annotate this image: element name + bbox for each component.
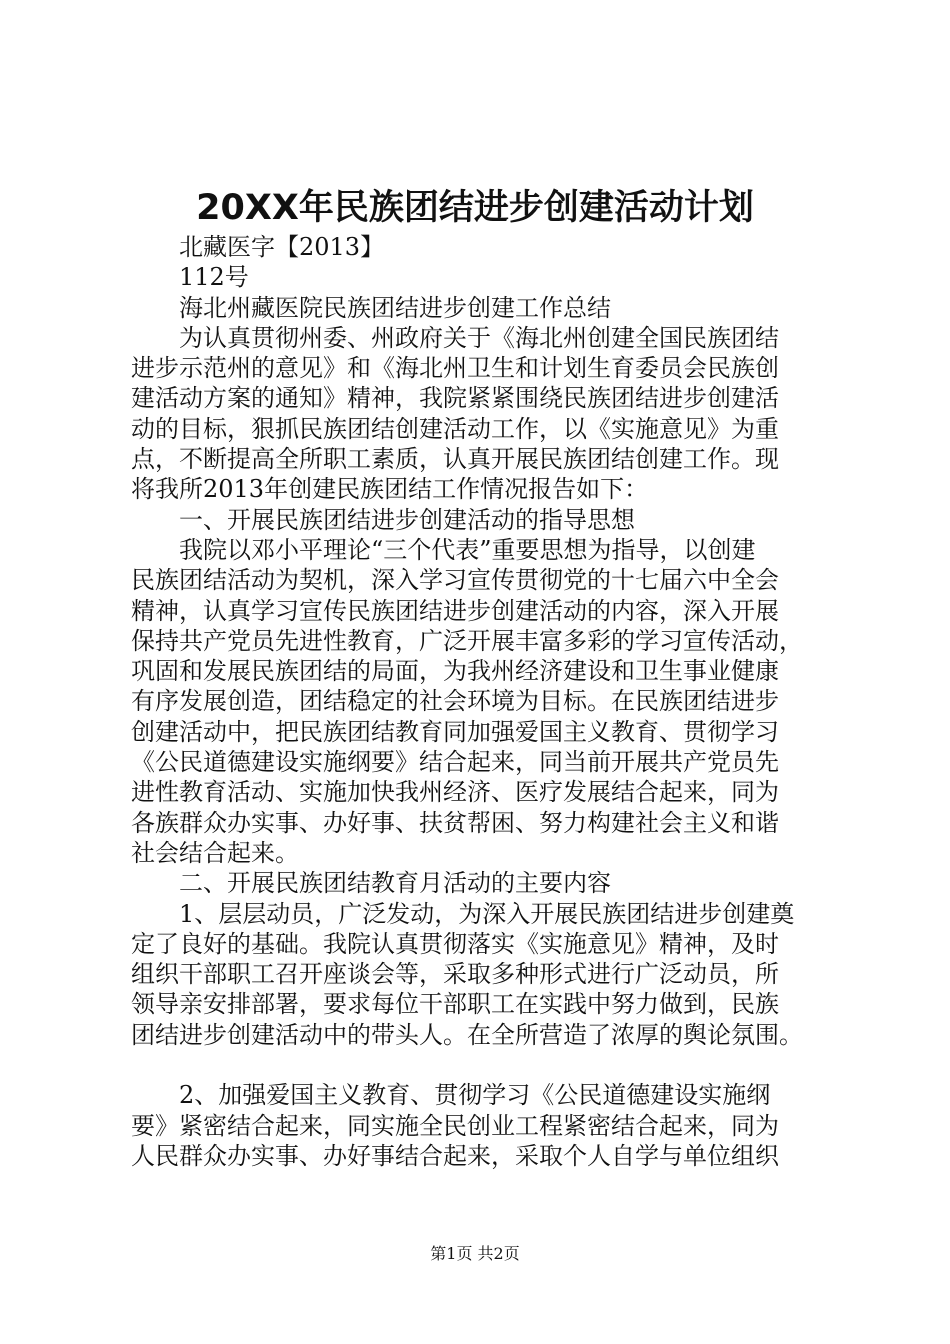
doc-number-line: 112号 [179, 263, 249, 292]
paragraph-line: 民族团结活动为契机，深入学习宣传贯彻党的十七届六中全会 [131, 566, 779, 595]
paragraph-line: 将我所2013年创建民族团结工作情况报告如下： [131, 475, 649, 504]
paragraph-line: 人民群众办实事、办好事结合起来，采取个人自学与单位组织 [131, 1141, 779, 1170]
paragraph-line: 各族群众办实事、办好事、扶贫帮困、努力构建社会主义和谐 [131, 808, 779, 837]
paragraph-line: 巩固和发展民族团结的局面，为我州经济建设和卫生事业健康 [131, 657, 779, 686]
paragraph-line: 1、层层动员，广泛发动，为深入开展民族团结进步创建奠 [179, 899, 795, 928]
paragraph-line: 保持共产党员先进性教育，广泛开展丰富多彩的学习宣传活动， [131, 626, 803, 655]
document-body [131, 232, 837, 1171]
paragraph-line: 团结进步创建活动中的带头人。在全所营造了浓厚的舆论氛围。 [131, 1020, 803, 1049]
paragraph-line: 要》紧密结合起来，同实施全民创业工程紧密结合起来，同为 [131, 1111, 779, 1140]
page-footer: 第1页 共2页 [430, 1244, 520, 1263]
paragraph-line: 建活动方案的通知》精神，我院紧紧围绕民族团结进步创建活 [131, 384, 779, 413]
paragraph-line: 创建活动中，把民族团结教育同加强爱国主义教育、贯彻学习 [131, 717, 779, 746]
doc-number-line: 北藏医字【2013】 [179, 233, 385, 261]
paragraph-line: 社会结合起来。 [131, 838, 299, 867]
paragraph-line: 《公民道德建设实施纲要》结合起来，同当前开展共产党员先 [131, 748, 779, 777]
paragraph-line: 定了良好的基础。我院认真贯彻落实《实施意见》精神，及时 [131, 929, 779, 958]
section-heading: 二、开展民族团结教育月活动的主要内容 [179, 869, 611, 898]
paragraph-line: 进性教育活动、实施加快我州经济、医疗发展结合起来，同为 [131, 778, 779, 807]
doc-subtitle: 海北州藏医院民族团结进步创建工作总结 [179, 293, 611, 322]
paragraph-line: 组织干部职工召开座谈会等，采取多种形式进行广泛动员，所 [131, 960, 779, 989]
section-heading: 一、开展民族团结进步创建活动的指导思想 [179, 505, 635, 534]
document-title: 20XX年民族团结进步创建活动计划 [196, 188, 754, 228]
paragraph-line: 领导亲安排部署，要求每位干部职工在实践中努力做到，民族 [131, 990, 779, 1019]
paragraph-line: 为认真贯彻州委、州政府关于《海北州创建全国民族团结 [179, 323, 779, 352]
paragraph-line: 我院以邓小平理论“三个代表”重要思想为指导，以创建 [179, 535, 756, 564]
paragraph-line: 进步示范州的意见》和《海北州卫生和计划生育委员会民族创 [131, 354, 779, 383]
paragraph-line: 精神，认真学习宣传民族团结进步创建活动的内容，深入开展 [131, 596, 779, 625]
blank-line [131, 1050, 837, 1080]
paragraph-line: 点，不断提高全所职工素质，认真开展民族团结创建工作。现 [131, 445, 779, 474]
paragraph-line: 有序发展创造，团结稳定的社会环境为目标。在民族团结进步 [131, 687, 779, 716]
paragraph-line: 动的目标，狠抓民族团结创建活动工作，以《实施意见》为重 [131, 414, 779, 443]
paragraph-line: 2、加强爱国主义教育、贯彻学习《公民道德建设实施纲 [179, 1081, 771, 1110]
